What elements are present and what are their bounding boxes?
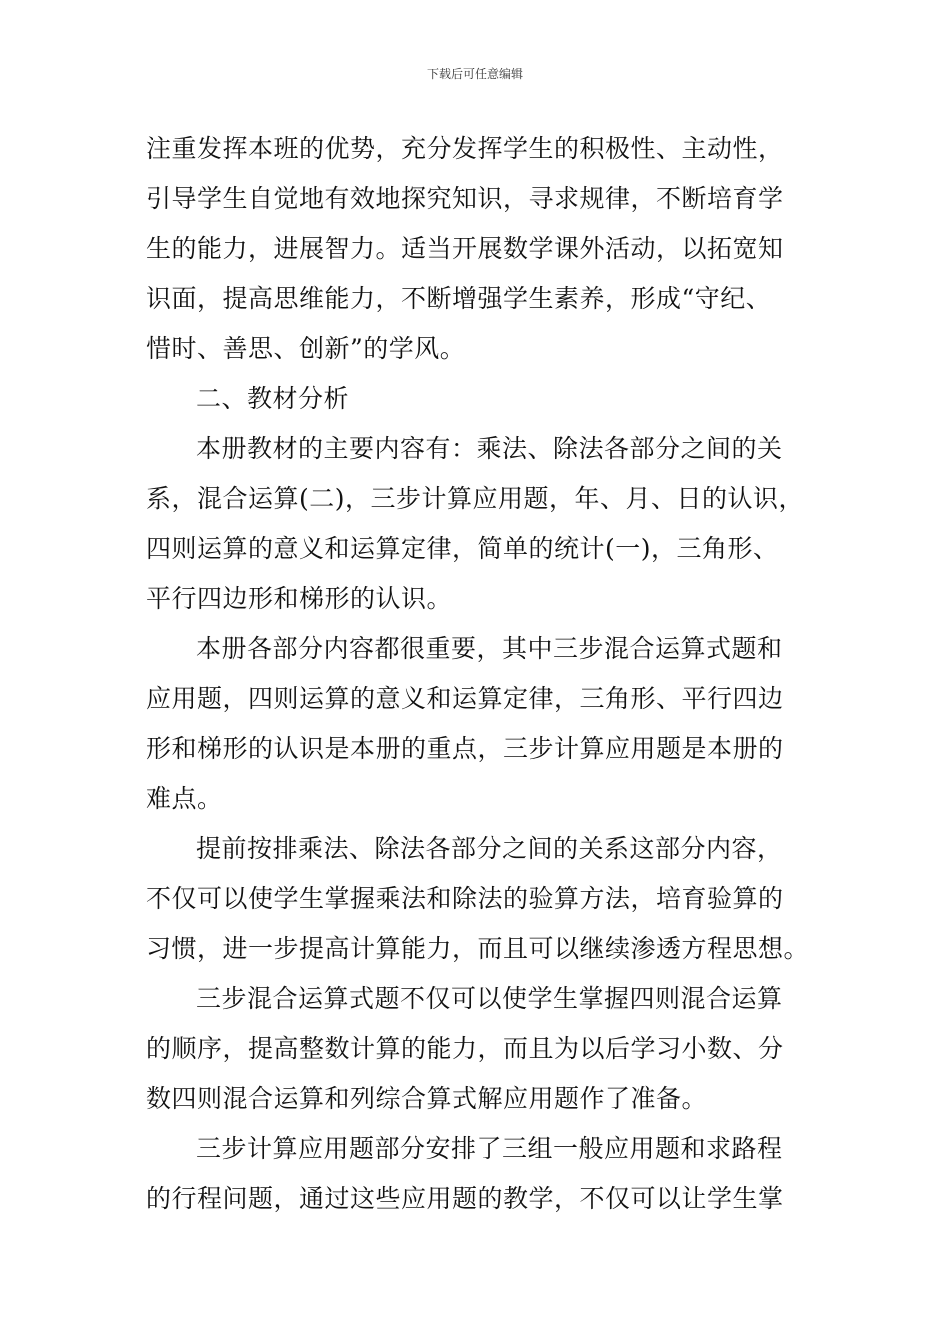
text-line: 难点。 — [146, 784, 223, 813]
text-line: 数四则混合运算和列综合算式解应用题作了准备。 — [146, 1084, 708, 1113]
paragraph-first-line: 三步计算应用题部分安排了三组一般应用题和求路程 — [196, 1134, 783, 1163]
text-line: 引导学生自觉地有效地探究知识，寻求规律，不断培育学 — [146, 184, 784, 213]
text-line: 生的能力，进展智力。适当开展数学课外活动，以拓宽知 — [146, 234, 784, 263]
text-line: 四则运算的意义和运算定律，简单的统计(一)，三角形、 — [146, 534, 779, 563]
text-line: 系，混合运算(二)，三步计算应用题，年、月、日的认识， — [146, 484, 805, 513]
text-line: 习惯，进一步提高计算能力，而且可以继续渗透方程思想。 — [146, 934, 810, 963]
text-line: 惜时、善思、创新”的学风。 — [146, 334, 466, 363]
text-line: 形和梯形的认识是本册的重点，三步计算应用题是本册的 — [146, 734, 784, 763]
paragraph-first-line: 本册各部分内容都很重要，其中三步混合运算式题和 — [196, 634, 783, 663]
paragraph-first-line: 本册教材的主要内容有：乘法、除法各部分之间的关 — [196, 434, 783, 463]
text-line: 的行程问题，通过这些应用题的教学，不仅可以让学生掌 — [146, 1184, 784, 1213]
text-line: 不仅可以使学生掌握乘法和除法的验算方法，培育验算的 — [146, 884, 784, 913]
page-header: 下载后可任意编辑 — [426, 67, 523, 81]
section-heading: 二、教材分析 — [196, 384, 350, 413]
paragraph-first-line: 提前按排乘法、除法各部分之间的关系这部分内容， — [196, 834, 783, 863]
text-line: 平行四边形和梯形的认识。 — [146, 584, 453, 613]
paragraph-first-line: 三步混合运算式题不仅可以使学生掌握四则混合运算 — [196, 984, 783, 1013]
text-line: 注重发挥本班的优势，充分发挥学生的积极性、主动性， — [146, 134, 784, 163]
text-line: 应用题，四则运算的意义和运算定律，三角形、平行四边 — [146, 684, 784, 713]
text-line: 的顺序，提高整数计算的能力，而且为以后学习小数、分 — [146, 1034, 784, 1063]
text-line: 识面，提高思维能力，不断增强学生素养，形成“守纪、 — [146, 284, 772, 313]
